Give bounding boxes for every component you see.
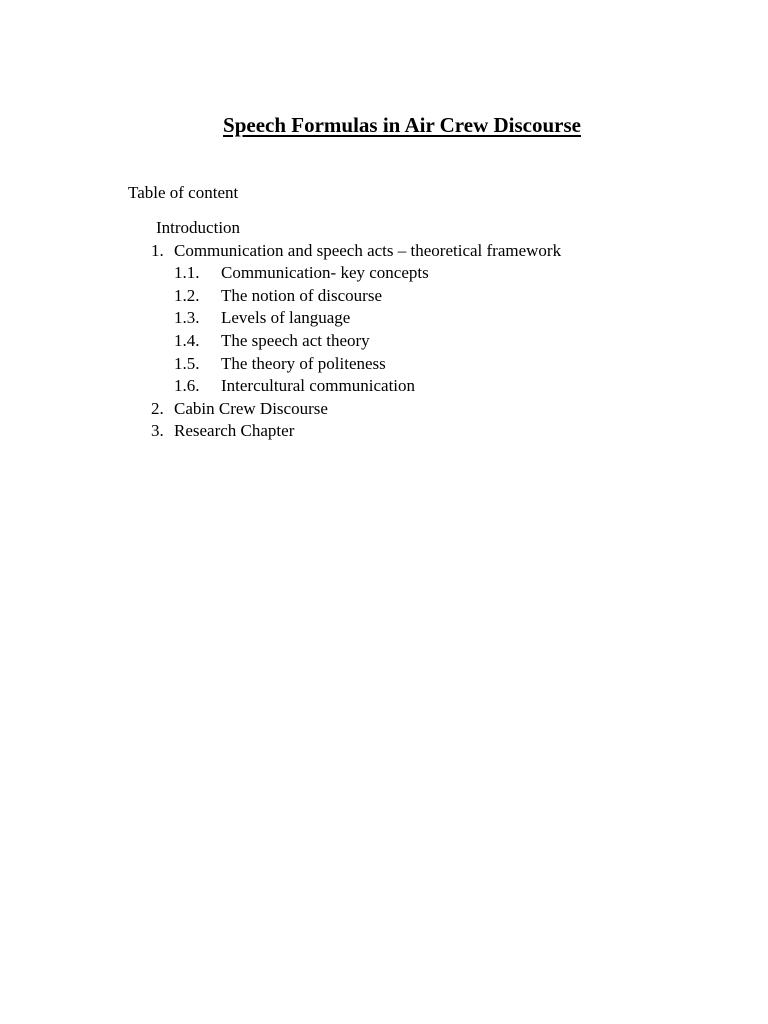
toc-item-section-1-5 bbox=[0, 353, 768, 376]
toc-item-section-1-4 bbox=[0, 330, 768, 353]
toc-item-text: Introduction bbox=[156, 218, 241, 237]
toc-item-chapter-2 bbox=[0, 398, 768, 421]
toc-item-section-1-3 bbox=[0, 307, 768, 330]
toc-item-introduction bbox=[0, 217, 768, 240]
toc-item-number: 1. bbox=[151, 240, 164, 260]
toc-heading: Table of content bbox=[128, 183, 239, 202]
toc-item-number: 1.1. bbox=[174, 263, 200, 283]
toc-item-text: The notion of discourse bbox=[221, 285, 382, 305]
toc-item-text: Communication- key concepts bbox=[221, 263, 429, 283]
document-title: Speech Formulas in Air Crew Discourse bbox=[223, 113, 581, 137]
toc-item-section-1-6 bbox=[0, 375, 768, 398]
toc-item-number: 2. bbox=[151, 398, 164, 418]
toc-item-number: 1.3. bbox=[174, 308, 200, 328]
toc-item-text: The theory of politeness bbox=[221, 353, 386, 373]
toc-item-chapter-1 bbox=[0, 240, 768, 263]
toc-item-text: The speech act theory bbox=[221, 330, 370, 350]
toc-item-text: Communication and speech acts – theoretical framework bbox=[174, 240, 562, 260]
toc-item-number: 1.4. bbox=[174, 330, 200, 350]
toc-item-number: 3. bbox=[151, 421, 164, 441]
toc-item-number: 1.5. bbox=[174, 353, 200, 373]
toc-item-text: Cabin Crew Discourse bbox=[174, 398, 328, 418]
toc-item-text: Levels of language bbox=[221, 308, 351, 328]
toc-item-chapter-3 bbox=[0, 420, 768, 443]
table-of-contents bbox=[0, 217, 768, 443]
toc-item-text: Intercultural communication bbox=[221, 376, 416, 396]
toc-item-number: 1.2. bbox=[174, 285, 200, 305]
toc-item-section-1-1 bbox=[0, 262, 768, 285]
toc-item-text: Research Chapter bbox=[174, 421, 295, 441]
toc-item-section-1-2 bbox=[0, 285, 768, 308]
toc-item-number: 1.6. bbox=[174, 376, 200, 396]
